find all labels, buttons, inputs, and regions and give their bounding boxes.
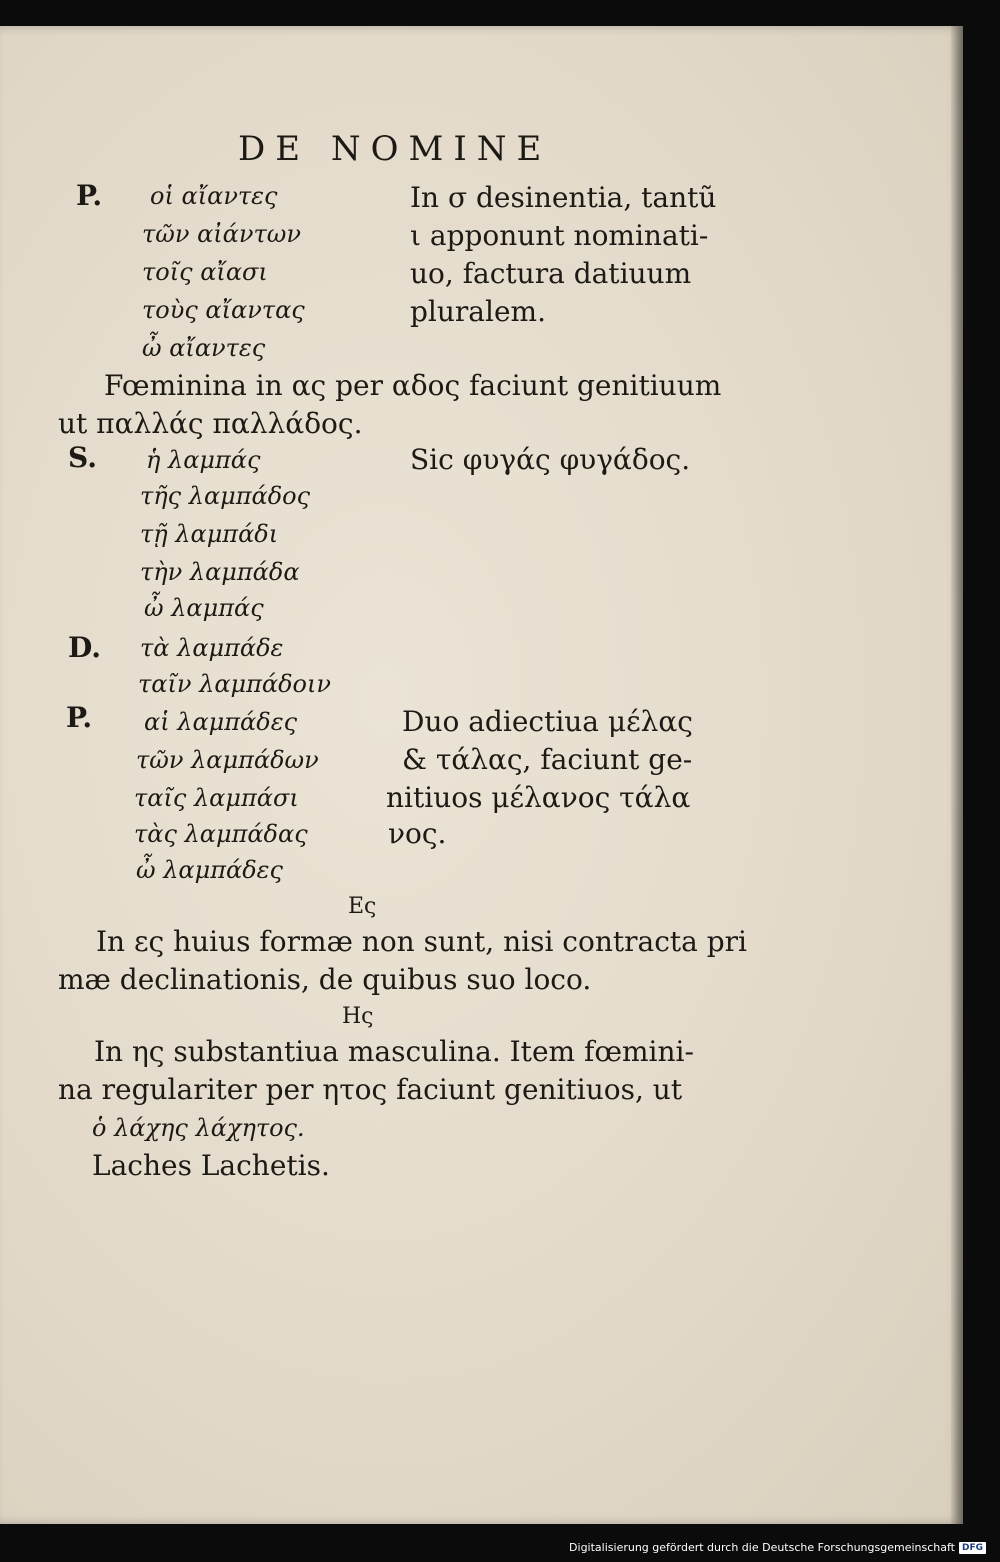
greek-example: ὁ λάχης λάχητος. bbox=[92, 1114, 305, 1142]
paragraph-line: In ες huius formæ non sunt, nisi contracta pri bbox=[96, 925, 747, 958]
greek-form: τὴν λαμπάδα bbox=[140, 558, 300, 586]
greek-form: τοὺς αἴαντας bbox=[142, 296, 305, 324]
page-heading: DE NOMINE bbox=[238, 129, 552, 169]
side-note-line: Duo adiectiua μέλας bbox=[402, 705, 693, 738]
side-note-line: In σ desinentia, tantũ bbox=[410, 181, 717, 214]
number-label-plural: P. bbox=[66, 701, 93, 734]
paragraph-line: Fœminina in ας per αδος faciunt genitiuum bbox=[104, 369, 722, 402]
number-label-dual: D. bbox=[68, 631, 102, 664]
greek-form: αἱ λαμπάδες bbox=[144, 708, 298, 736]
paragraph-line: In ης substantiua masculina. Item fœmini- bbox=[94, 1035, 694, 1068]
greek-form: τῶν λαμπάδων bbox=[136, 746, 319, 774]
side-note-line: νος. bbox=[388, 817, 447, 850]
number-label-singular: S. bbox=[68, 441, 97, 474]
greek-form: τὰ λαμπάδε bbox=[140, 634, 284, 662]
paragraph-line: Laches Lachetis. bbox=[92, 1149, 330, 1182]
number-label-plural: P. bbox=[76, 179, 103, 212]
greek-form: ταῖν λαμπάδοιν bbox=[138, 670, 332, 698]
side-note-line: & τάλας, faciunt ge- bbox=[402, 743, 693, 776]
digitization-credit bbox=[569, 1541, 986, 1554]
paragraph-line: na regulariter per ητος faciunt genitiuos, ut bbox=[58, 1073, 683, 1106]
greek-form: ταῖς λαμπάσι bbox=[134, 784, 299, 812]
section-heading: Ης bbox=[342, 1004, 374, 1029]
greek-form: οἱ αἴαντες bbox=[150, 182, 278, 210]
paragraph-line: ut παλλάς παλλάδος. bbox=[58, 407, 363, 440]
credit-text: Digitalisierung gefördert durch die Deutsche Forschungsgemeinschaft bbox=[569, 1541, 955, 1554]
greek-form: ὦ λαμπάς bbox=[144, 594, 264, 622]
greek-form: ὦ αἴαντες bbox=[142, 334, 266, 362]
paragraph-line: mæ declinationis, de quibus suo loco. bbox=[58, 963, 592, 996]
page-spine-shadow bbox=[951, 26, 963, 1524]
greek-form: τῇ λαμπάδι bbox=[140, 520, 279, 548]
greek-form: ὦ λαμπάδες bbox=[136, 856, 283, 884]
section-heading: Ες bbox=[348, 894, 377, 919]
side-note-line: nitiuos μέλανος τάλα bbox=[386, 781, 691, 814]
side-note-line: uo, factura datiuum bbox=[410, 257, 692, 290]
greek-form: τῆς λαμπάδος bbox=[140, 482, 311, 510]
greek-form: τὰς λαμπάδας bbox=[134, 820, 308, 848]
side-note-line: ι apponunt nominati- bbox=[410, 219, 709, 252]
side-note-line: Sic φυγάς φυγάδος. bbox=[410, 443, 691, 476]
dfg-logo: DFG bbox=[959, 1542, 986, 1554]
book-page bbox=[0, 26, 963, 1524]
greek-form: ἡ λαμπάς bbox=[146, 446, 261, 474]
greek-form: τῶν αἰάντων bbox=[142, 220, 301, 248]
greek-form: τοῖς αἴασι bbox=[142, 258, 268, 286]
side-note-line: pluralem. bbox=[410, 295, 546, 328]
